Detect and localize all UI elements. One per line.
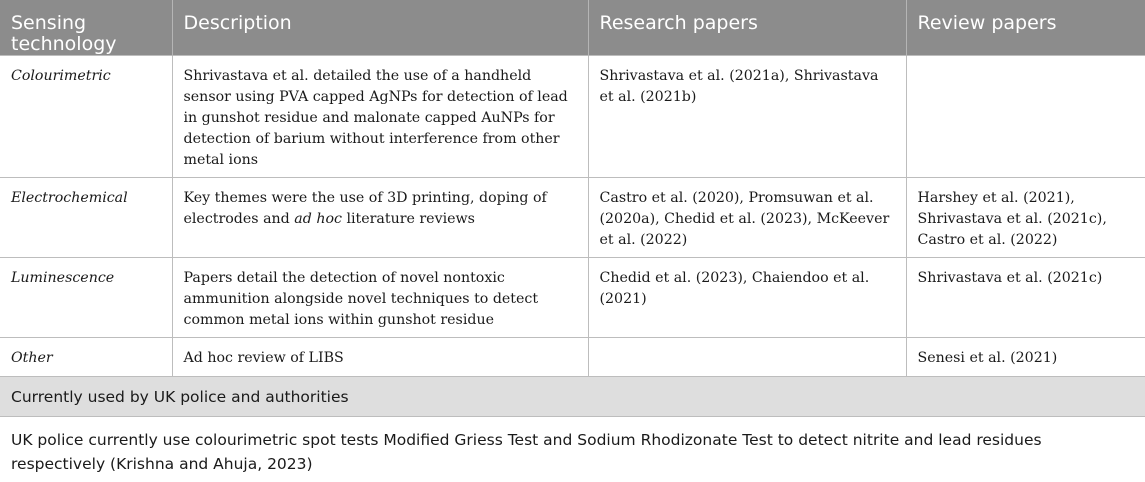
section-note-row — [0, 417, 1145, 482]
technology-cell: Luminescence — [0, 258, 172, 338]
table-row-colourimetric — [0, 56, 1145, 178]
section-title: Currently used by UK police and authorities — [0, 377, 1145, 417]
header-row — [0, 0, 1145, 56]
table-row-other — [0, 338, 1145, 377]
description-cell: Papers detail the detection of novel nontoxic ammunition alongside novel techniques to detect common metal ions within gunshot residue — [172, 258, 588, 338]
description-text: Key themes were the use of 3D printing, doping of electrodes and — [184, 190, 547, 227]
research-papers-cell — [588, 338, 906, 377]
description-cell: Shrivastava et al. detailed the use of a handheld sensor using PVA capped AgNPs for detection of lead in gunshot residue and malonate capped AuNPs for detection of barium without interference from other metal ions — [172, 56, 588, 178]
technology-cell: Other — [0, 338, 172, 377]
description-text: literature reviews — [342, 211, 475, 227]
review-papers-cell — [906, 56, 1145, 178]
technology-cell: Electrochemical — [0, 178, 172, 258]
section-note: UK police currently use colourimetric spot tests Modified Griess Test and Sodium Rhodizonate Test to detect nitrite and lead residues respectively (Krishna and Ahuja, 2023) — [0, 417, 1145, 482]
header-description: Description — [172, 0, 588, 56]
review-papers-cell: Shrivastava et al. (2021c) — [906, 258, 1145, 338]
description-cell — [172, 178, 588, 258]
research-papers-cell: Castro et al. (2020), Promsuwan et al. (2020a), Chedid et al. (2023), McKeever et al. (2022) — [588, 178, 906, 258]
technology-cell: Colourimetric — [0, 56, 172, 178]
section-header-row — [0, 377, 1145, 417]
research-papers-cell: Chedid et al. (2023), Chaiendoo et al. (2021) — [588, 258, 906, 338]
header-research-papers: Research papers — [588, 0, 906, 56]
table-row-electrochemical — [0, 178, 1145, 258]
header-sensing-technology: Sensing technology — [0, 0, 172, 56]
header-review-papers: Review papers — [906, 0, 1145, 56]
research-papers-cell: Shrivastava et al. (2021a), Shrivastava et al. (2021b) — [588, 56, 906, 178]
review-papers-cell: Harshey et al. (2021), Shrivastava et al. (2021c), Castro et al. (2022) — [906, 178, 1145, 258]
description-cell: Ad hoc review of LIBS — [172, 338, 588, 377]
review-papers-cell: Senesi et al. (2021) — [906, 338, 1145, 377]
description-italic-text: ad hoc — [294, 211, 342, 227]
table-row-luminescence — [0, 258, 1145, 338]
